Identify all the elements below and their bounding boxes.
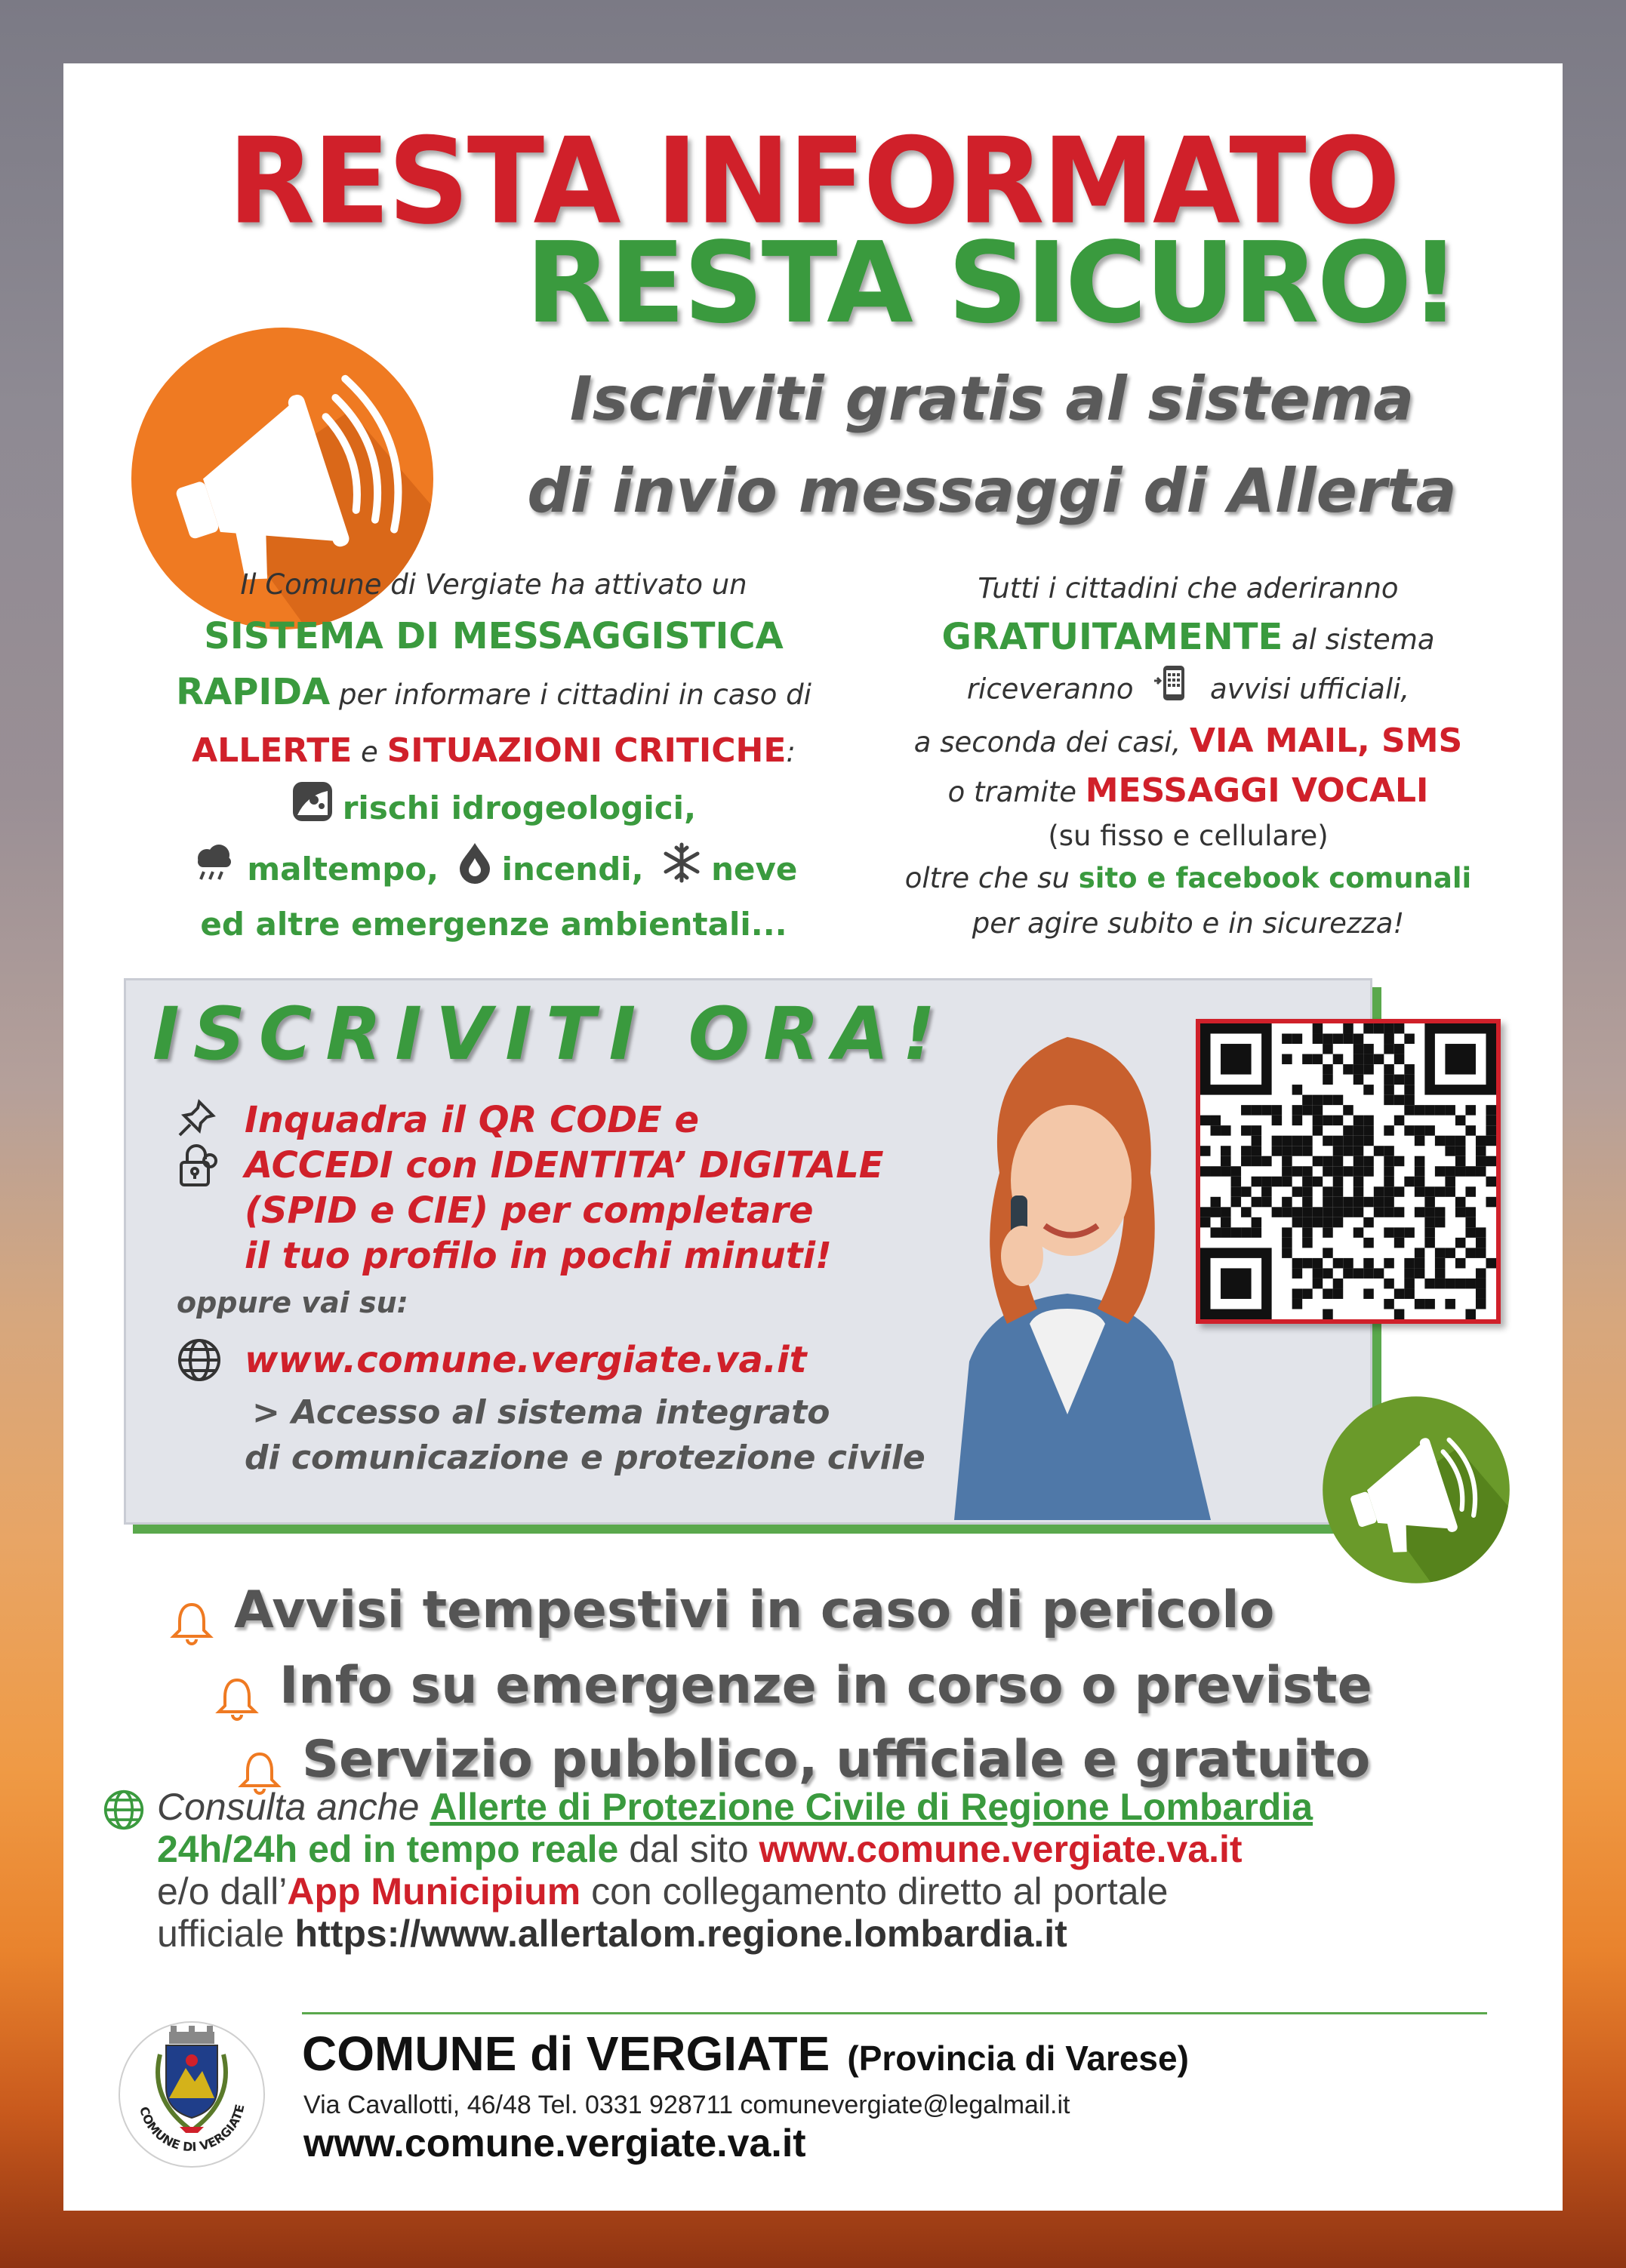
footer-divider: [302, 2012, 1487, 2014]
snowflake-icon: [661, 842, 702, 902]
benefit-1: [169, 1580, 1274, 1648]
globe-icon: [177, 1337, 222, 1386]
right-line1: Tutti i cittadini che aderiranno: [978, 572, 1399, 605]
left-line7: ed altre emergenze ambientali...: [200, 906, 787, 943]
footer-address: Via Cavallotti, 46/48 Tel. 0331 928711 comunevergiate@legalmail.it: [303, 2091, 1070, 2119]
right-column: [856, 565, 1520, 946]
right-via-mail-sms: VIA MAIL, SMS: [1189, 722, 1463, 760]
left-maltempo: maltempo,: [247, 851, 439, 888]
left-column: [109, 562, 879, 946]
signup-step2-line3: il tuo profilo in pochi minuti!: [245, 1235, 832, 1277]
right-messaggi-vocali: MESSAGGI VOCALI: [1085, 771, 1429, 810]
seal-text: COMUNE DI VERGIATE: [137, 2103, 248, 2155]
signup-step2-line2: (SPID e CIE) per completare: [245, 1189, 814, 1232]
benefit-1-text: Avvisi tempestivi in caso di pericolo: [234, 1580, 1275, 1640]
rain-cloud-icon: [190, 843, 239, 901]
subtitle-line1: Iscriviti gratis al sistema: [569, 364, 1415, 434]
footer-title: [302, 2026, 1189, 2082]
fire-drop-icon: [457, 842, 493, 903]
left-incendi: incendi,: [501, 851, 644, 888]
qr-code[interactable]: [1196, 1019, 1501, 1324]
regional-l3-a: e/o dall’: [157, 1870, 288, 1913]
signup-step1: Inquadra il QR CODE e: [245, 1099, 700, 1141]
subtitle-line2: di invio messaggi di Allerta: [527, 456, 1457, 526]
pin-icon: [177, 1097, 217, 1141]
footer-municipality: COMUNE di VERGIATE: [302, 2026, 830, 2081]
benefit-2-text: Info su emergenze in corso o previste: [279, 1656, 1372, 1716]
regional-app: App Municipium: [287, 1870, 581, 1913]
signup-heading: ISCRIVITI ORA!: [152, 992, 950, 1076]
right-line5-a: o tramite: [947, 776, 1086, 808]
landslide-icon: [291, 780, 334, 842]
signup-access-line1: > Accesso al sistema integrato: [252, 1393, 830, 1432]
left-line3-bold: RAPIDA: [176, 671, 331, 713]
footer-website[interactable]: www.comune.vergiate.va.it: [303, 2122, 806, 2165]
signup-or-label: oppure vai su:: [177, 1286, 408, 1319]
regional-l4-a: ufficiale: [157, 1913, 295, 1955]
regional-info: [157, 1786, 1546, 1955]
left-line4-e: e: [352, 736, 387, 768]
footer-province: (Provincia di Varese): [847, 2039, 1189, 2078]
woman-photo: [909, 1007, 1226, 1520]
title-line2: RESTA SICURO!: [525, 218, 1458, 348]
left-line4-colon: :: [786, 736, 796, 768]
coat-of-arms: [116, 2015, 267, 2174]
benefit-3-text: Servizio pubblico, ufficiale e gratuito: [302, 1730, 1371, 1789]
regional-l3-c: con collegamento diretto al portale: [580, 1870, 1169, 1913]
signup-access-line2: di comunicazione e protezione civile: [245, 1439, 925, 1477]
right-line8: per agire subito e in sicurezza!: [972, 907, 1405, 940]
right-line6: (su fisso e cellulare): [1048, 820, 1329, 852]
bell-icon: [214, 1676, 260, 1724]
phone-icon: [1153, 664, 1190, 717]
left-neve: neve: [711, 851, 798, 888]
left-allerte: ALLERTE: [192, 731, 353, 770]
regional-link[interactable]: Allerte di Protezione Civile di Regione Lombardia: [430, 1786, 1313, 1828]
lock-icon: [177, 1143, 219, 1191]
right-line7-a: oltre che su: [904, 862, 1079, 894]
signup-step2-line1: ACCEDI con IDENTITA’ DIGITALE: [245, 1144, 884, 1186]
benefit-2: [214, 1656, 1372, 1724]
left-line1: Il Comune di Vergiate ha attivato un: [240, 568, 747, 601]
left-situazioni: SITUAZIONI CRITICHE: [386, 731, 787, 770]
right-sito-facebook: sito e facebook comunali: [1078, 862, 1472, 894]
right-line3-a: riceveranno: [966, 672, 1134, 706]
right-line3-b: avvisi ufficiali,: [1210, 672, 1410, 706]
regional-l2-b: dal sito: [618, 1828, 759, 1870]
bell-icon: [169, 1600, 214, 1648]
regional-l2-a: 24h/24h ed in tempo reale: [157, 1828, 619, 1870]
regional-website[interactable]: www.comune.vergiate.va.it: [759, 1828, 1243, 1870]
regional-portal-url[interactable]: https://www.allertalom.regione.lombardia.it: [294, 1913, 1067, 1955]
signup-website-link[interactable]: www.comune.vergiate.va.it: [245, 1339, 807, 1381]
right-line2-rest: al sistema: [1283, 623, 1435, 656]
poster: [63, 63, 1563, 2211]
megaphone-icon-green: [1318, 1392, 1514, 1588]
left-line2: SISTEMA DI MESSAGGISTICA: [204, 615, 784, 657]
globe-icon: [103, 1789, 145, 1834]
left-line5: rischi idrogeologici,: [342, 789, 697, 826]
right-gratuitamente: GRATUITAMENTE: [941, 616, 1283, 658]
left-line3-rest: per informare i cittadini in caso di: [330, 679, 811, 711]
right-line4-a: a seconda dei casi,: [913, 726, 1190, 759]
regional-l1-a: Consulta anche: [157, 1786, 430, 1828]
title-line1: RESTA INFORMATO: [227, 112, 1399, 251]
